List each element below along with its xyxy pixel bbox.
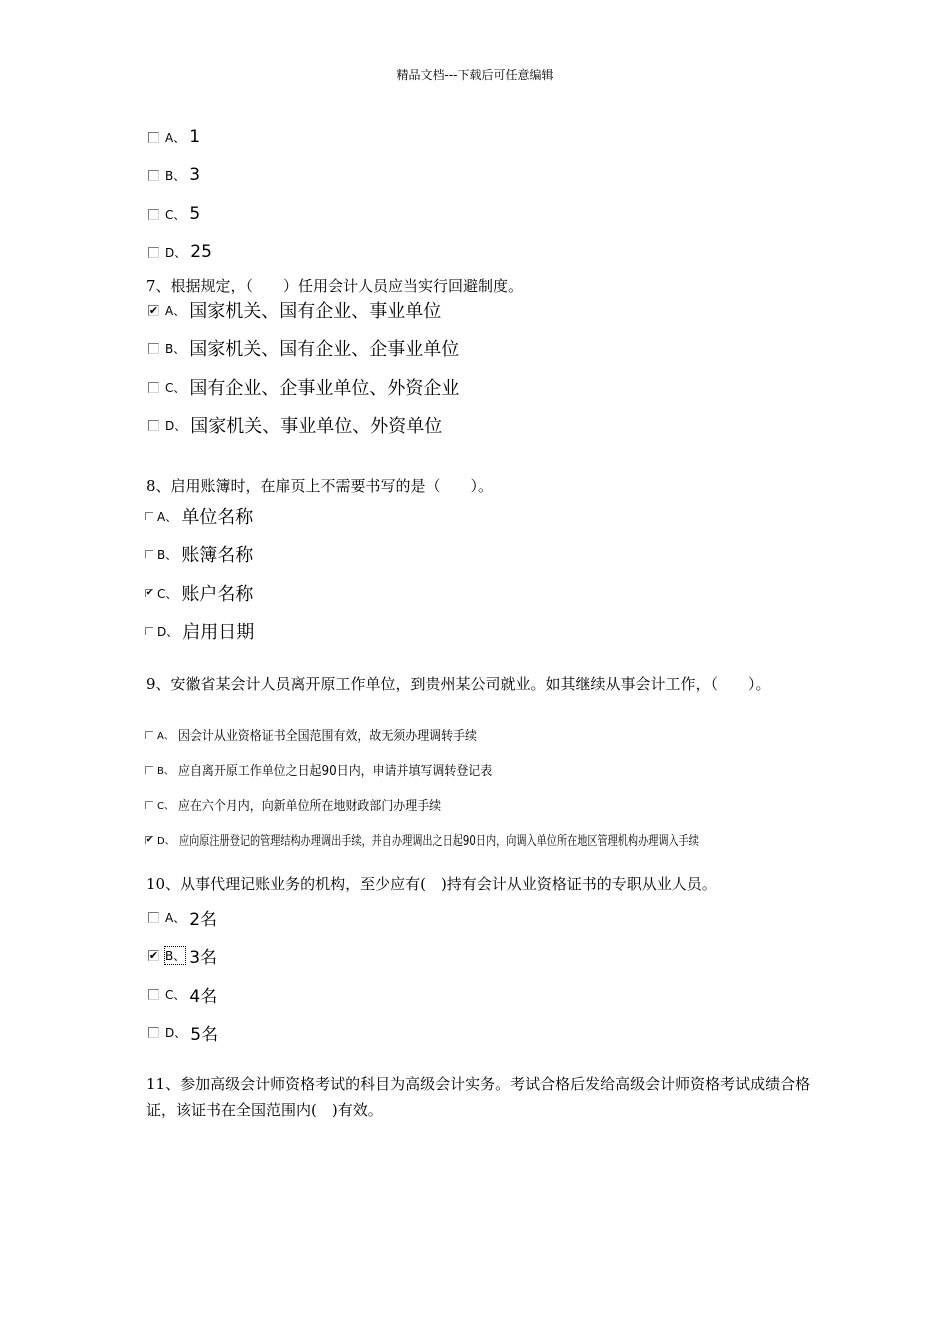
q7-d-letter: D、 [165,418,187,433]
q9-a-text: 因会计从业资格证书全国范围有效，故无须办理调转手续 [177,729,477,744]
q9-d-text: 应向原注册登记的管理结构办理调出手续，并自办理调出之日起90日内，向调入单位所在地区管理机构办理调入手续 [178,834,699,849]
q8-option-b[interactable] [145,541,253,567]
q6-c-checkbox[interactable] [148,209,159,220]
q10-a-letter: A、 [165,911,186,925]
q6-b-text: 3 [189,165,201,185]
q7-c-letter: C、 [165,380,186,395]
q6-c-letter: C、 [165,207,186,222]
q8-option-d[interactable] [145,618,254,644]
q6-a-text: 1 [189,127,201,147]
q8-option-c[interactable] [145,580,253,606]
q7-d-text: 国家机关、事业单位、外资单位 [190,416,443,437]
q6-d-text: 25 [190,242,212,262]
q8-b-text: 账簿名称 [181,545,254,566]
q7-b-letter: B、 [165,341,186,356]
q6-d-checkbox[interactable] [148,247,159,258]
q9-c-text: 应在六个月内，向新单位所在地财政部门办理手续 [177,799,442,814]
q6-option-c[interactable] [148,204,200,224]
q7-option-a[interactable] [148,297,441,323]
q9-b-letter: B、 [157,766,174,777]
q8-b-checkbox[interactable] [145,550,153,558]
q6-a-letter: A、 [165,130,186,145]
q8-question: 8、启用账簿时，在扉页上不需要书写的是（ ）。 [146,477,494,495]
q8-d-text: 启用日期 [182,622,255,643]
q7-d-checkbox[interactable] [148,420,159,431]
q8-a-letter: A、 [157,509,178,524]
q8-c-text: 账户名称 [181,584,254,605]
q9-c-checkbox[interactable] [145,801,153,809]
q9-option-a[interactable] [145,725,503,744]
q6-option-d[interactable] [148,242,212,262]
q7-a-text: 国家机关、国有企业、事业单位 [189,301,442,322]
q10-d-letter: D、 [165,1026,187,1040]
q7-c-text: 国有企业、企事业单位、外资企业 [189,378,460,399]
q9-b-checkbox[interactable] [145,766,153,774]
q6-a-checkbox[interactable] [148,132,159,143]
q6-b-letter: B、 [165,168,186,183]
q7-question: 7、根据规定，（ ）任用会计人员应当实行回避制度。 [146,277,524,295]
q10-b-letter: B、 [165,949,186,963]
q10-a-checkbox[interactable] [148,912,159,923]
q7-a-checkbox[interactable]: ✔ [148,303,159,317]
q9-a-checkbox[interactable] [145,731,153,739]
q10-b-checkbox[interactable]: ✔ [148,949,159,962]
q10-option-c[interactable] [148,982,217,1007]
q10-c-checkbox[interactable] [148,989,159,1000]
q10-option-d[interactable] [148,1020,218,1045]
q8-d-letter: D、 [157,624,179,639]
q10-d-text: 5名 [190,1025,219,1045]
q10-question: 10、从事代理记账业务的机构，至少应有( )持有会计从业资格证书的专职从业人员。 [146,875,717,893]
q7-c-checkbox[interactable] [148,382,159,393]
q7-option-c[interactable] [148,374,459,400]
q9-option-b[interactable] [145,760,519,779]
q11-question: 11、参加高级会计师资格考试的科目为高级会计实务。考试合格后发给高级会计师资格考试成绩合格证，该证书在全国范围内( )有效。 [146,1075,811,1119]
q6-option-b[interactable] [148,165,200,185]
q10-a-text: 2名 [189,910,218,930]
q9-a-letter: A、 [157,731,174,742]
q8-a-text: 单位名称 [181,507,254,528]
q9-b-text: 应自离开原工作单位之日起90日内，申请并填写调转登记表 [177,764,493,779]
q8-c-letter: C、 [157,586,178,601]
q8-a-checkbox[interactable] [145,512,153,520]
q7-b-checkbox[interactable] [148,343,159,354]
page-header: 精品文档---下载后可任意编辑 [396,68,554,82]
q7-option-b[interactable] [148,335,459,361]
q9-d-letter: D、 [157,836,175,847]
q7-option-d[interactable] [148,412,442,438]
q8-option-a[interactable] [145,503,253,529]
q10-d-checkbox[interactable] [148,1027,159,1038]
q10-c-text: 4名 [189,987,218,1007]
q6-c-text: 5 [189,204,201,224]
q10-c-letter: C、 [165,988,186,1002]
q9-c-letter: C、 [157,801,174,812]
q9-question: 9、安徽省某会计人员离开原工作单位，到贵州某公司就业。如其继续从事会计工作，（ ）。 [146,675,771,693]
q6-option-a[interactable] [148,127,200,147]
q6-d-letter: D、 [165,245,187,260]
q7-a-letter: A、 [165,303,186,318]
q9-option-d[interactable] [145,830,845,849]
q9-option-c[interactable] [145,795,464,814]
q8-b-letter: B、 [157,547,178,562]
q6-b-checkbox[interactable] [148,170,159,181]
q10-option-a[interactable] [148,905,217,930]
q10-option-b[interactable] [148,943,217,968]
q9-d-checkbox[interactable]: ✔ [145,834,154,845]
q7-b-text: 国家机关、国有企业、企事业单位 [189,339,460,360]
q8-d-checkbox[interactable] [145,627,153,635]
q8-c-checkbox[interactable]: ✔ [145,588,154,598]
q10-b-text: 3名 [189,948,218,968]
